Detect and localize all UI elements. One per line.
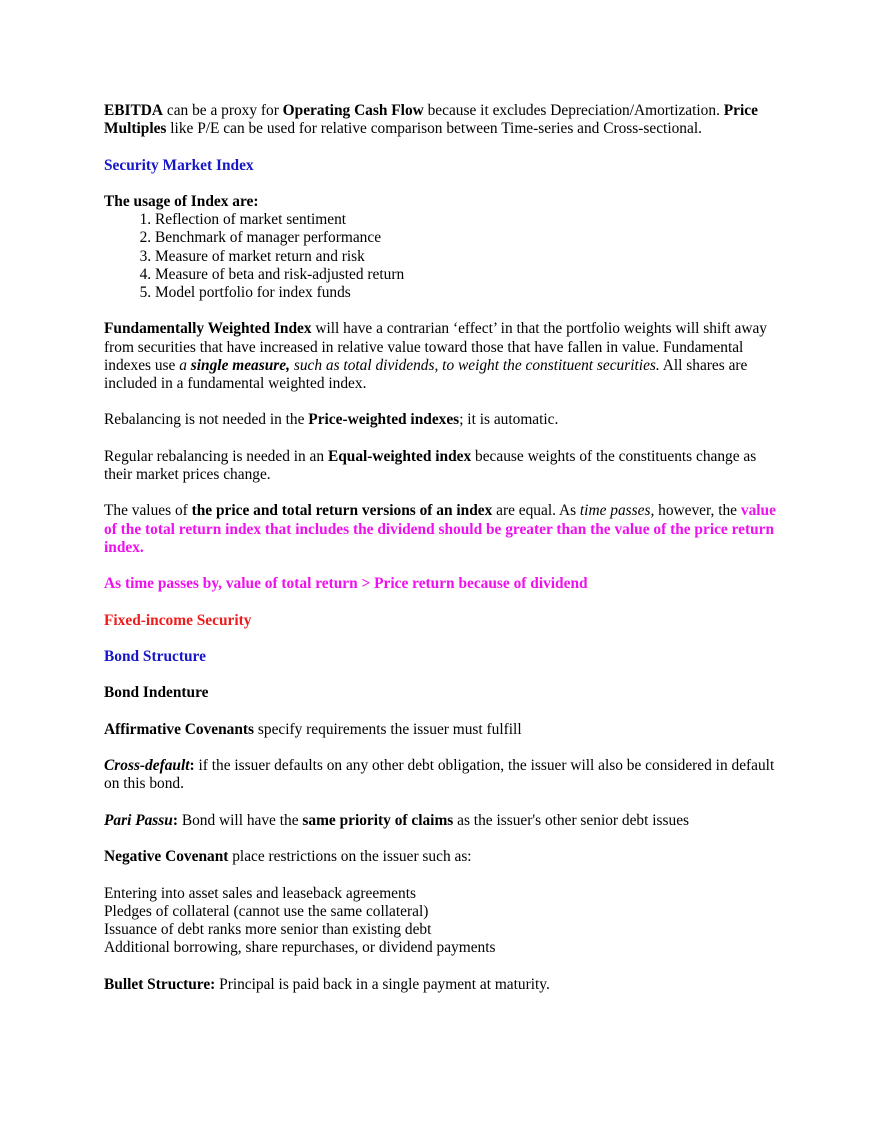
term-operating-cash-flow: Operating Cash Flow xyxy=(282,102,424,119)
term-price-weighted-indexes: Price-weighted indexes xyxy=(308,411,460,429)
term-cross-default: Cross-default xyxy=(104,757,190,775)
text: Principal is paid back in a single payment at maturity. xyxy=(215,975,550,993)
usage-list xyxy=(104,211,780,302)
paragraph-equal-weighted xyxy=(104,448,780,484)
term-price-and-total-return: the price and total return versions of an index xyxy=(191,502,493,520)
text-colon: : xyxy=(189,757,195,775)
term-fundamentally-weighted-index: Fundamentally Weighted Index xyxy=(104,320,312,338)
list-item: 5. Model portfolio for index funds xyxy=(155,284,780,302)
highlight-total-return: value of the total return index that includes the dividend should be greater than the value of the price return index. xyxy=(104,502,776,556)
text: as the issuer's other senior debt issues xyxy=(453,811,690,829)
paragraph-fundamental-index xyxy=(104,320,780,393)
paragraph-cross-default xyxy=(104,757,780,793)
usage-block xyxy=(104,193,780,302)
paragraph-price-weighted xyxy=(104,411,780,429)
heading-bond-structure: Bond Structure xyxy=(104,647,206,665)
list-item: 2. Benchmark of manager performance xyxy=(155,229,780,247)
term-single-measure: single measure, xyxy=(190,356,290,374)
term-negative-covenant: Negative Covenant xyxy=(104,848,229,866)
term-ebitda: EBITDA xyxy=(104,102,164,119)
text: will have a contrarian ‘effect’ in that the portfolio weights will shift away from securities that have increased in relative value toward those that have fallen in value. Fundamental indexes use xyxy=(104,320,767,374)
heading-fixed-income-security: Fixed-income Security xyxy=(104,611,252,629)
list-item: Entering into asset sales and leaseback agreements xyxy=(104,884,416,902)
heading-usage-of-index: The usage of Index are: xyxy=(104,192,259,210)
paragraph-negative-covenant xyxy=(104,848,780,866)
text: place restrictions on the issuer such as: xyxy=(228,848,472,866)
summary-total-return: As time passes by, value of total return > Price return because of dividend xyxy=(104,575,588,593)
list-item: 1. Reflection of market sentiment xyxy=(155,211,780,229)
paragraph-ebitda xyxy=(104,102,780,138)
term-affirmative-covenants: Affirmative Covenants xyxy=(104,720,255,738)
term-bullet-structure: Bullet Structure: xyxy=(104,975,216,993)
paragraph-affirmative-covenants xyxy=(104,721,780,739)
list-item: Pledges of collateral (cannot use the same collateral) xyxy=(104,902,429,920)
text: ; it is automatic. xyxy=(459,411,559,429)
heading-bond-indenture: Bond Indenture xyxy=(104,684,209,702)
text: are equal. As xyxy=(492,502,580,520)
text: Bond will have the xyxy=(178,811,303,829)
text: however, the xyxy=(654,502,741,520)
text: if the issuer defaults on any other debt obligation, the issuer will also be considered in default on this bond. xyxy=(104,757,775,793)
paragraph-total-return xyxy=(104,502,780,557)
text-italic: such as total dividends, to weight the constituent securities. xyxy=(289,356,660,374)
text-italic: time passes, xyxy=(579,502,655,520)
list-item: Additional borrowing, share repurchases, or dividend payments xyxy=(104,939,496,957)
list-item: Issuance of debt ranks more senior than existing debt xyxy=(104,920,432,938)
term-same-priority-of-claims: same priority of claims xyxy=(302,811,454,829)
list-item: 4. Measure of beta and risk-adjusted return xyxy=(155,266,780,284)
paragraph-pari-passu xyxy=(104,812,780,830)
text: like P/E can be used for relative comparison between Time-series and Cross-sectional. xyxy=(166,120,702,138)
negative-covenant-list xyxy=(104,885,780,958)
term-pari-passu: Pari Passu xyxy=(104,811,173,829)
paragraph-bullet-structure xyxy=(104,976,780,994)
text: The values of xyxy=(104,502,192,520)
text-colon: : xyxy=(172,811,178,829)
text: specify requirements the issuer must fulfill xyxy=(254,720,522,738)
term-price-multiples: Price Multiples xyxy=(104,102,758,138)
text-italic: a xyxy=(179,356,191,374)
text: All shares are included in a fundamental weighted index. xyxy=(104,356,748,392)
text: can be a proxy for xyxy=(163,102,283,119)
text: Regular rebalancing is needed in an xyxy=(104,447,328,465)
list-item: 3. Measure of market return and risk xyxy=(155,248,780,266)
term-equal-weighted-index: Equal-weighted index xyxy=(327,447,472,465)
text: because weights of the constituents change as their market prices change. xyxy=(104,447,757,483)
text: because it excludes Depreciation/Amortization. xyxy=(423,102,724,119)
heading-security-market-index: Security Market Index xyxy=(104,156,254,174)
text: Rebalancing is not needed in the xyxy=(104,411,309,429)
